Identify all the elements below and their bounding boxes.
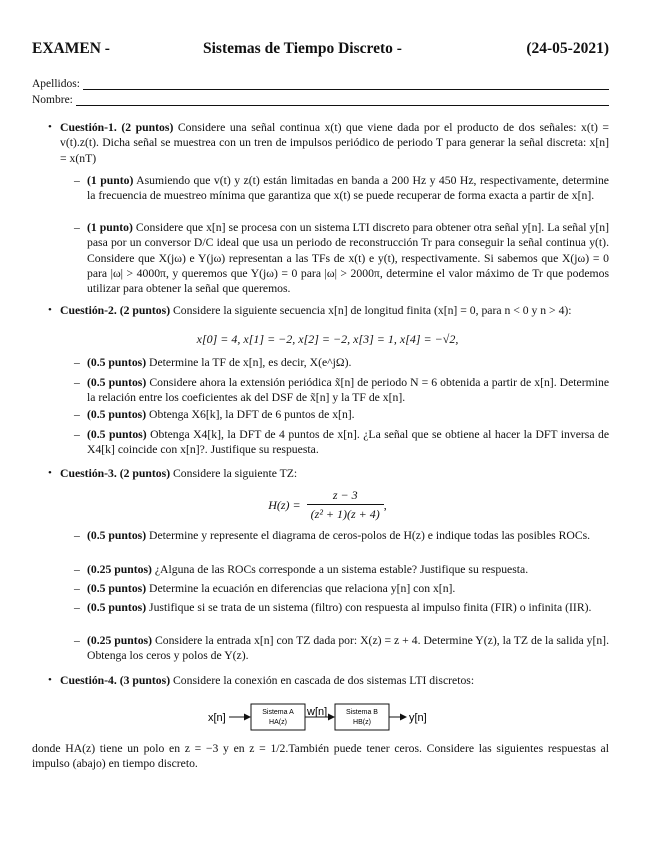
dash-icon: –	[74, 174, 80, 187]
diagram-mid-label: w[n]	[307, 706, 328, 718]
q4-title: Cuestión-4.	[60, 674, 117, 687]
system-b-block	[335, 704, 389, 730]
dash-icon: –	[74, 356, 80, 369]
question-1b	[87, 220, 609, 296]
fraction-comma: ,	[383, 497, 387, 512]
q1a-text: Asumiendo que v(t) y z(t) están limitadas en banda a 200 Hz y 450 Hz, respectivamente, determine la frecuencia de muestreo mínima que garantiza que x(t) se puede recuperar de forma exacta a partir de x[n].	[87, 174, 609, 203]
question-4	[60, 673, 609, 688]
fraction	[307, 488, 384, 522]
q2-title: Cuestión-2.	[60, 304, 117, 317]
q3d-text: Justifique si se trata de un sistema (filtro) con respuesta al impulso finita (FIR) o infinita (IIR).	[149, 601, 592, 614]
system-b-label: Sistema B	[346, 709, 378, 716]
exam-date: (24-05-2021)	[526, 40, 609, 57]
apellidos-line	[83, 79, 609, 90]
q3b-text: ¿Alguna de las ROCs corresponde a un sistema estable? Justifique su respuesta.	[154, 563, 529, 576]
q2b-points: (0.5 puntos)	[87, 376, 147, 389]
dash-icon: –	[74, 408, 80, 421]
q4-intro: Considere la conexión en cascada de dos sistemas LTI discretos:	[173, 674, 475, 687]
q3-intro: Considere la siguiente TZ:	[173, 467, 298, 480]
bullet-icon: •	[48, 674, 52, 686]
diagram-input-label: x[n]	[208, 712, 226, 724]
diagram-output-label: y[n]	[409, 712, 427, 724]
q3c-text: Determine la ecuación en diferencias que relaciona y[n] con x[n].	[149, 582, 456, 595]
question-3c	[87, 581, 609, 596]
bullet-icon: •	[48, 304, 52, 316]
q1b-points: (1 punto)	[87, 221, 133, 234]
system-a-tf: HA(z)	[269, 719, 287, 726]
bullet-icon: •	[48, 467, 52, 479]
q2a-text: Determine la TF de x[n], es decir, X(e^jΩ).	[149, 356, 352, 369]
q2b-text: Considere ahora la extensión periódica x̃[n] de periodo N = 6 obtenida a partir de x[n]. Determine la relación entre los coeficientes ak del DSF de x̃[n] y la TF de x[n].	[87, 376, 610, 405]
system-a-block	[251, 704, 305, 730]
question-3d	[87, 600, 609, 615]
nombre-line	[76, 95, 609, 106]
q1-intro: Considere una señal continua x(t) que viene dada por el producto de dos señales: x(t) = v(t).z(t). Dicha señal se muestrea con un tren de impulsos periódico de periodo T para generar la señal discreta: x[n] = x(nT)	[60, 121, 610, 165]
question-2d	[87, 427, 609, 458]
q2c-points: (0.5 puntos)	[87, 408, 147, 421]
system-a-label: Sistema A	[262, 709, 294, 716]
question-3a	[87, 528, 609, 543]
dash-icon: –	[74, 221, 80, 234]
q4-points: (3 puntos)	[119, 674, 171, 687]
dash-icon: –	[74, 563, 80, 576]
question-2a	[87, 355, 609, 370]
dash-icon: –	[74, 376, 80, 389]
q3-points: (2 puntos)	[119, 467, 171, 480]
dash-icon: –	[74, 428, 80, 441]
transfer-function	[0, 488, 655, 522]
q3d-points: (0.5 puntos)	[87, 601, 147, 614]
question-3e	[87, 633, 609, 664]
q3-title: Cuestión-3.	[60, 467, 117, 480]
q2-points: (2 puntos)	[119, 304, 171, 317]
question-2	[60, 303, 609, 318]
numerator: z − 3	[332, 488, 358, 502]
question-1	[60, 120, 609, 166]
q3b-points: (0.25 puntos)	[87, 563, 152, 576]
question-3b	[87, 562, 609, 577]
q3e-text: Considere la entrada x[n] con TZ dada por: X(z) = z + 4. Determine Y(z), la TZ de la salida y[n]. Obtenga los ceros y polos de Y(z).	[87, 634, 609, 663]
apellidos-field[interactable]	[32, 78, 609, 90]
q2-intro: Considere la siguiente secuencia x[n] de longitud finita (x[n] = 0, para n < 0 y n > 4):	[173, 304, 572, 317]
dash-icon: –	[74, 529, 80, 542]
q1a-points: (1 punto)	[87, 174, 134, 187]
cascade-block-diagram	[200, 700, 440, 734]
q2-sequence-equation: x[0] = 4, x[1] = −2, x[2] = −2, x[3] = 1, x[4] = −√2,	[196, 332, 459, 346]
q1-points: (2 puntos)	[121, 121, 174, 134]
denominator: (z² + 1)(z + 4)	[307, 504, 384, 522]
question-2b	[87, 375, 609, 406]
question-2c	[87, 407, 609, 422]
q2d-points: (0.5 puntos)	[87, 428, 147, 441]
q1b-text: Considere que x[n] se procesa con un sistema LTI discreto para obtener otra señal y[n]. La señal y[n] pasa por un conversor D/C ideal que usa un periodo de reconstrucción Tr para conseguir la señal continua y(t). Considere que X(jω) e Y(jω) representan a las TFs de x(t) e y(t), respectivamente. Si sabemos que X(jω) = 0 para |ω| > 4000π, y queremos que Y(jω) = 0 para |ω| > 2000π, determine el valor máximo de Tr que podemos utilizar para obtener la señal que queremos.	[87, 221, 609, 296]
nombre-field[interactable]	[32, 94, 609, 106]
bullet-icon: •	[48, 121, 52, 133]
q1-title: Cuestión-1.	[60, 121, 117, 134]
q3a-points: (0.5 puntos)	[87, 529, 147, 542]
nombre-label: Nombre:	[32, 94, 73, 106]
q2a-points: (0.5 puntos)	[87, 356, 147, 369]
q3a-text: Determine y represente el diagrama de ceros-polos de H(z) e indique todas las posibles ROCs.	[149, 529, 591, 542]
q3c-points: (0.5 puntos)	[87, 582, 147, 595]
system-b-tf: HB(z)	[353, 719, 371, 726]
question-1a	[87, 173, 609, 204]
dash-icon: –	[74, 582, 80, 595]
q2c-text: Obtenga X6[k], la DFT de 6 puntos de x[n].	[149, 408, 355, 421]
exam-label: EXAMEN -	[32, 40, 110, 57]
q3e-points: (0.25 puntos)	[87, 634, 152, 647]
apellidos-label: Apellidos:	[32, 78, 80, 90]
question-3	[60, 466, 609, 481]
course-title: Sistemas de Tiempo Discreto -	[203, 40, 402, 57]
h-label: H(z) =	[268, 497, 301, 512]
dash-icon: –	[74, 601, 80, 614]
question-4-outro: donde HA(z) tiene un polo en z = −3 y en z = 1/2.También puede tener ceros. Considere las siguientes respuestas al impulso (abajo) en tiempo discreto.	[32, 742, 609, 771]
dash-icon: –	[74, 634, 80, 647]
q2d-text: Obtenga X4[k], la DFT de 4 puntos de x[n]. ¿La señal que se obtiene al hacer la DFT inversa de X4[k] coincide con x[n]?. Justifique su respuesta.	[87, 428, 610, 457]
